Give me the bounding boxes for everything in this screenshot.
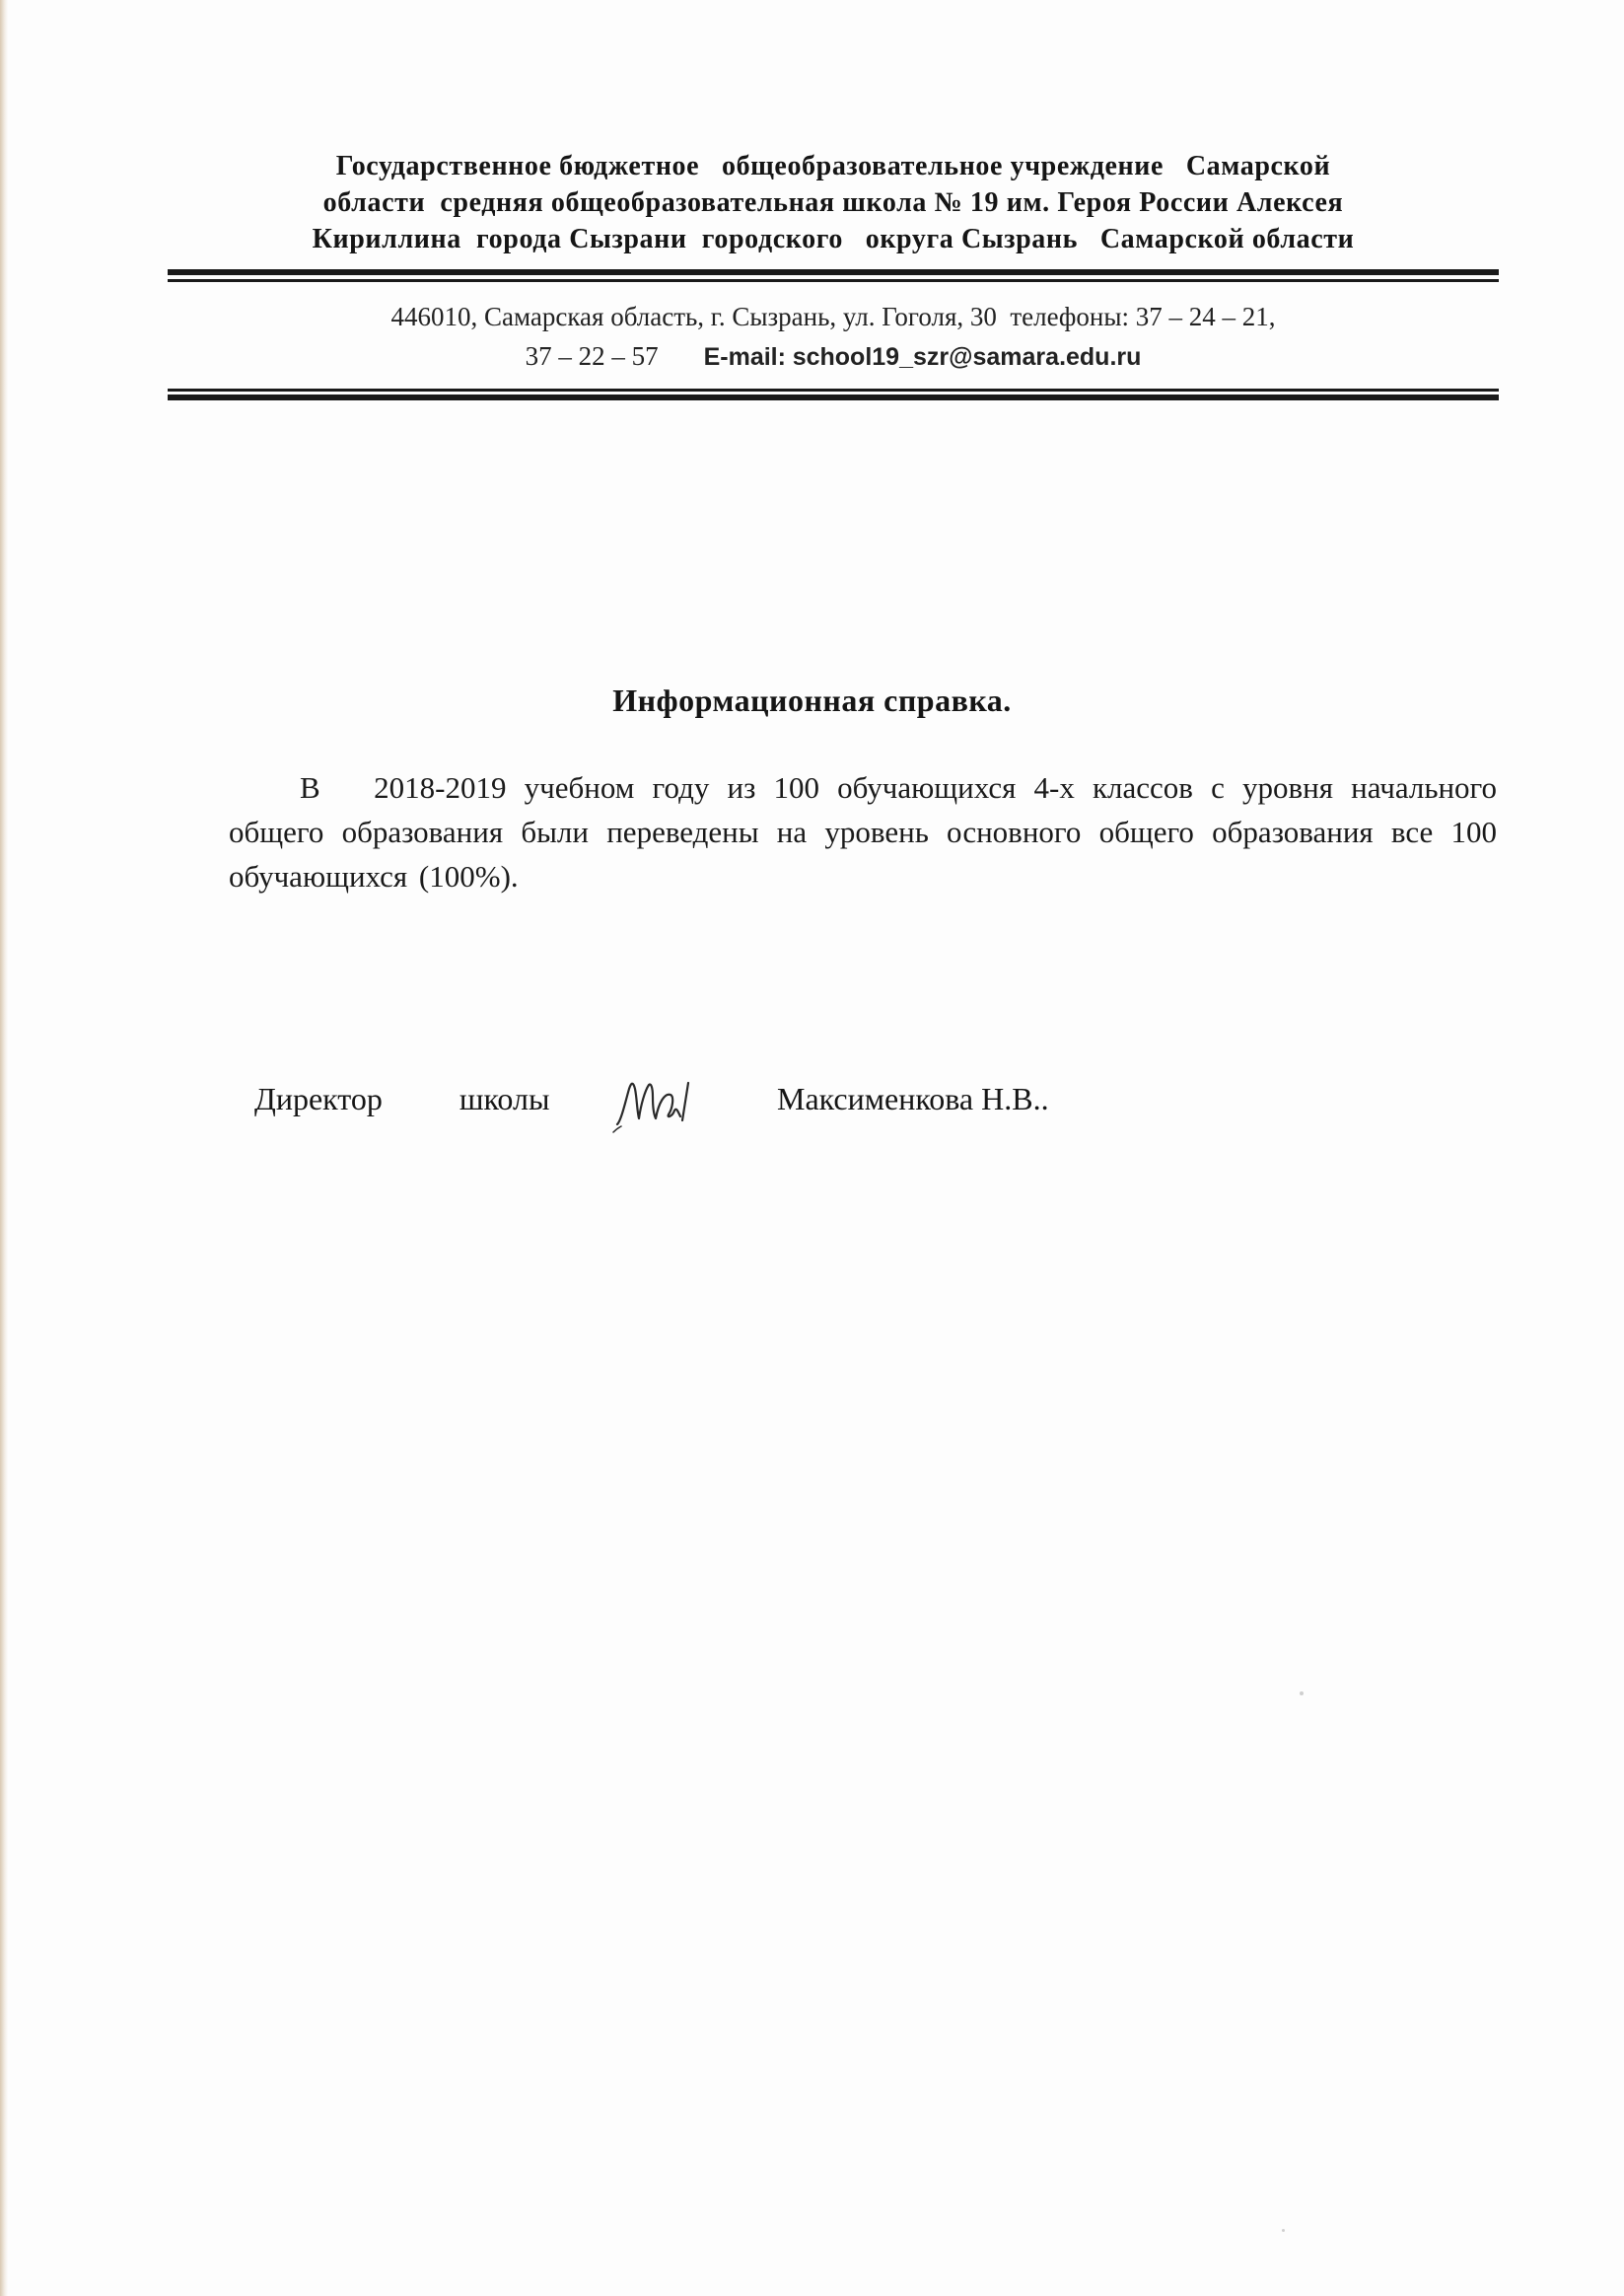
signatory-position: Директор школы xyxy=(254,1081,550,1116)
org-line-3: Кириллина города Сызрани городского округа Сызрань Самарской области xyxy=(312,224,1355,254)
org-line-2: области средняя общеобразовательная школа № 19 им. Героя России Алексея xyxy=(322,187,1344,218)
org-line-1: Государственное бюджетное общеобразовательное учреждение Самарской xyxy=(335,151,1331,181)
letterhead xyxy=(168,148,1499,404)
signatory-name: Максименкова Н.В.. xyxy=(777,1081,1049,1116)
email-address[interactable]: school19_szr@samara.edu.ru xyxy=(792,343,1142,371)
organization-name xyxy=(168,148,1499,257)
address-block xyxy=(168,297,1499,377)
email-label: E-mail: xyxy=(703,343,786,371)
document-body: В 2018-2019 учебном году из 100 обучающихся 4-х классов с уровня начального общего образования были переведены на уровень основного общего образования все 100 обучающихся (100%). xyxy=(229,770,1509,894)
signature-row xyxy=(0,1063,1624,1142)
letterhead-rule-bottom xyxy=(168,389,1499,404)
scan-speck xyxy=(1300,1691,1304,1695)
document-title: Информационная справка. xyxy=(612,682,1012,718)
address-line-1: 446010, Самарская область, г. Сызрань, ул. Гоголя, 30 телефоны: 37 – 24 – 21, xyxy=(390,302,1276,331)
scan-speck xyxy=(1282,2229,1285,2232)
paper-edge xyxy=(0,0,8,2296)
phone-2: 37 – 22 – 57 xyxy=(525,341,659,371)
handwritten-signature xyxy=(611,1063,740,1142)
letterhead-rule-top xyxy=(168,269,1499,283)
address-line-2 xyxy=(168,336,1499,377)
